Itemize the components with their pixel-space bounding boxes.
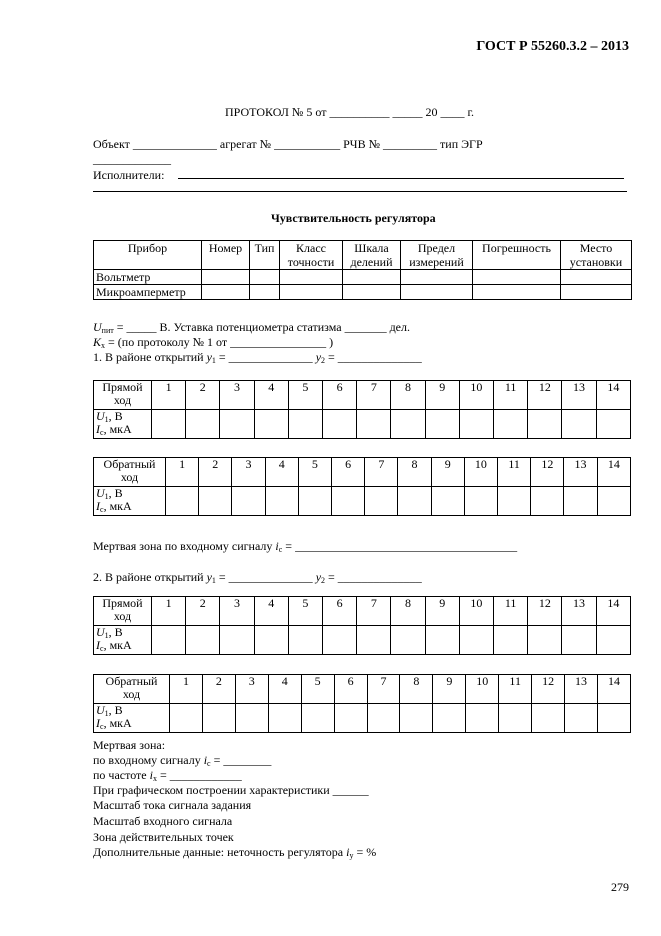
performers-underline-2: [93, 191, 627, 192]
header-error: Погрешность: [473, 241, 561, 270]
u-supply-line: $U_{пит}$ = _____ В. Уставка потенциометра статизма _______ дел.: [93, 320, 410, 335]
reverse-label: Обратный ход: [94, 675, 170, 704]
row-label-u-i: $U_1$, В $I_с$, мкА: [94, 410, 152, 439]
device-table: [93, 240, 632, 300]
forward-table-2: Прямой ход 1 2 3 4 5 6 7 8 9 10 11 12 13 14 $U_1$, В $I_с$, мкА: [93, 596, 631, 655]
standard-number: ГОСТ Р 55260.3.2 – 2013: [476, 39, 629, 54]
reverse-table-1: Обратный ход 1 2 3 4 5 6 7 8 9 10 11 12 13 14 $U_1$, В $I_с$, мкА: [93, 457, 631, 516]
forward-label: Прямой ход: [94, 597, 152, 626]
row-voltmeter: Вольтметр: [94, 270, 202, 285]
header-range: Предел измерений: [401, 241, 473, 270]
zone1-line: 1. В районе открытий $y_1$ = ______________ $y_2$ = ______________: [93, 350, 422, 365]
reverse-table-2: Обратный ход 1 2 3 4 5 6 7 8 9 10 11 12 13 14 $U_1$, В $I_с$, мкА: [93, 674, 631, 733]
protocol-line: ПРОТОКОЛ № 5 от __________ _____ 20 ____ г.: [225, 105, 475, 119]
performers-underline: [178, 178, 624, 179]
row-label-u-i: $U_1$, В $I_с$, мкА: [94, 487, 166, 516]
forward-table-1: Прямой ход 1 2 3 4 5 6 7 8 9 10 11 12 13 14 $U_1$, В $I_с$, мкА: [93, 380, 631, 439]
page-number: 279: [611, 880, 629, 894]
graph-line: При графическом построении характеристики ______: [93, 783, 369, 797]
object-line: Объект ______________ агрегат № ___________ РЧВ № _________ тип ЭГР: [93, 137, 483, 151]
header-device: Прибор: [94, 241, 202, 270]
scale-input-line: Масштаб входного сигнала: [93, 814, 233, 828]
row-label-u-i: $U_1$, В $I_с$, мкА: [94, 704, 170, 733]
header-accuracy: Класс точности: [280, 241, 343, 270]
header-scale: Шкала делений: [343, 241, 401, 270]
row-microammeter: Микроамперметр: [94, 285, 202, 300]
object-line-continuation: _____________: [93, 152, 171, 166]
header-type: Тип: [250, 241, 280, 270]
deadzone-label: Мертвая зона:: [93, 738, 166, 752]
deadzone-line: Мертвая зона по входному сигналу $i_с$ = _____________________________________: [93, 539, 518, 554]
by-input-line: по входному сигналу $i_с$ = ________: [93, 753, 272, 768]
section-title: Чувствительность регулятора: [271, 211, 436, 225]
performers-label: Исполнители:: [93, 168, 165, 182]
by-frequency-line: по частоте $i_x$ = ____________: [93, 768, 242, 783]
reverse-label: Обратный ход: [94, 458, 166, 487]
zone2-line: 2. В районе открытий $y_1$ = ______________ $y_2$ = ______________: [93, 570, 422, 585]
header-location: Место установки: [561, 241, 632, 270]
extra-data-line: Дополнительные данные: неточность регулятора $i_y$ = %: [93, 845, 377, 860]
forward-label: Прямой ход: [94, 381, 152, 410]
header-number: Номер: [202, 241, 250, 270]
scale-current-line: Масштаб тока сигнала задания: [93, 798, 252, 812]
row-label-u-i: $U_1$, В $I_с$, мкА: [94, 626, 152, 655]
valid-points-line: Зона действительных точек: [93, 830, 234, 844]
k-line: $K_x = (по$ протоколу № 1 от ________________ ): [93, 335, 334, 350]
